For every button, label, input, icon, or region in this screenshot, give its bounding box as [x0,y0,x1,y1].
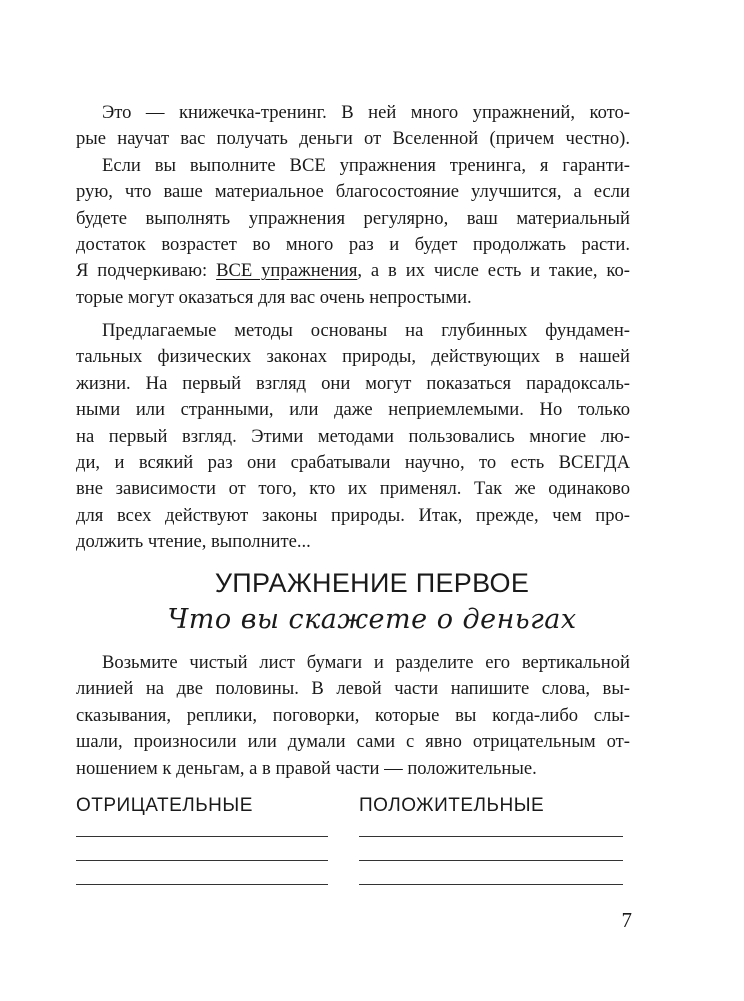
text-line: должить чтение, выполните... [76,531,311,553]
text-line [76,258,630,284]
underlined-phrase: ВСЕ упражнения [216,260,358,282]
text-line: Возьмите чистый лист бумаги и разделите его вертикальной [102,652,630,673]
text-line: шали, произносили или думали сами с явно отрицательным от- [76,731,630,753]
text-line: Это — книжечка-тренинг. В ней много упражнений, кото- [102,102,630,123]
text-line: Если вы выполните ВСЕ упражнения тренинга, я гаранти- [102,154,630,176]
text-line: ношением к деньгам, а в правой части — положительные. [76,757,537,779]
instruction-paragraph [76,650,630,782]
text-segment: , а в их числе есть и такие, ко- [357,260,630,282]
negative-answer-line [76,836,328,837]
text-line: рую, что ваше материальное благосостояние улучшится, а если [76,181,630,203]
text-line: ди, и всякий раз они срабатывали научно, то есть ВСЕГДА [76,452,630,474]
positive-answer-line [359,860,623,861]
methods-paragraph [76,318,630,556]
text-line: на первый взгляд. Этими методами пользовались многие лю- [76,425,630,447]
positive-answer-line [359,836,623,837]
text-line: достаток возрастет во много раз и будет продолжать расти. [76,234,630,256]
text-line: сказывания, реплики, поговорки, которые вы когда-либо слы- [76,704,630,726]
exercise-subtitle: Что вы скажете о деньгах [167,604,577,635]
text-line: ными или странными, или даже неприемлемыми. Но только [76,399,630,421]
positive-answer-line [359,884,623,885]
negative-answer-line [76,884,328,885]
intro-paragraph [76,100,630,311]
text-line: жизни. На первый взгляд они могут показаться парадоксаль- [76,372,630,394]
text-line: вне зависимости от того, кто их применял. Так же одинаково [76,478,630,500]
text-line: тальных физических законах природы, действующих в нашей [76,346,630,368]
text-segment: Я подчеркиваю: [76,260,217,282]
negative-column-heading: ОТРИЦАТЕЛЬНЫЕ [76,795,253,816]
text-line: линией на две половины. В левой части напишите слова, вы- [76,678,630,700]
negative-answer-line [76,860,328,861]
exercise-title: УПРАЖНЕНИЕ ПЕРВОЕ [214,568,530,598]
text-line: для всех действуют законы природы. Итак, прежде, чем про- [76,504,630,526]
text-line: Предлагаемые методы основаны на глубинных фундамен- [102,320,630,341]
text-line: торые могут оказаться для вас очень непростыми. [76,286,472,308]
positive-column-heading: ПОЛОЖИТЕЛЬНЫЕ [359,795,545,816]
text-line: будете выполнять упражнения регулярно, ваш материальный [76,207,630,229]
text-line: рые научат вас получать деньги от Вселенной (причем честно). [76,128,630,150]
page-number: 7 [621,908,632,932]
